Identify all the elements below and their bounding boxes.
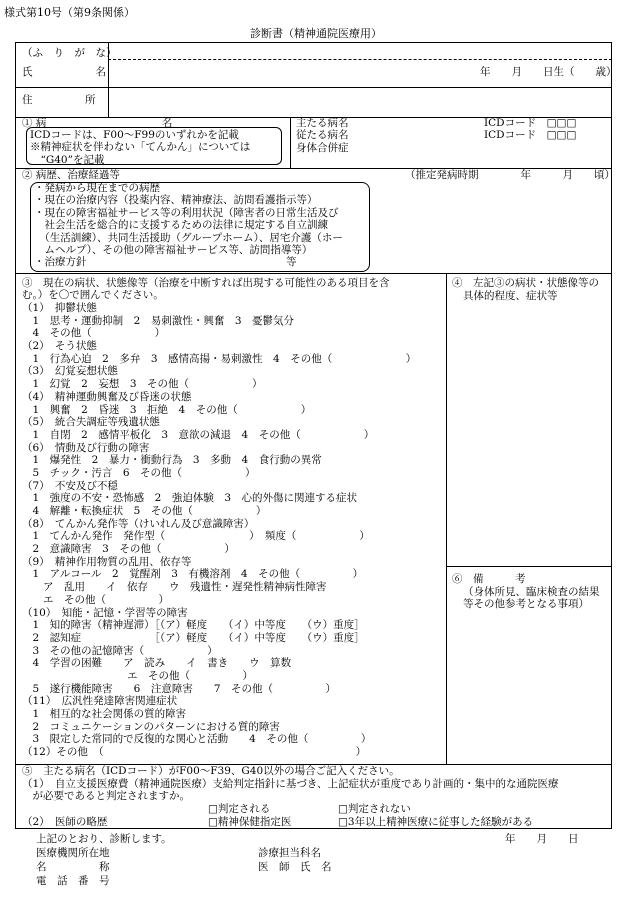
option-designated-physician[interactable]: □精神保健指定医	[208, 816, 292, 828]
symptom-line: （6） 情動及び行動の障害	[22, 441, 150, 454]
symptom-line: （10） 知能・記憶・学習等の障害	[22, 606, 188, 619]
symptom-line: 1 幻覚 2 妄想 3 その他（ ）	[22, 378, 263, 391]
option-judged-yes[interactable]: □判定される	[208, 803, 271, 815]
remarks-field[interactable]	[449, 614, 609, 761]
form-number: 様式第10号（第9条関係）	[4, 6, 135, 19]
symptom-line: （5） 統合失調症等残遺状態	[22, 416, 160, 429]
name-field[interactable]	[112, 61, 472, 85]
footer-statement: 上記のとおり、診断します。	[36, 833, 172, 845]
page-title: 診断書（精神通院医療用）	[250, 27, 382, 40]
symptom-line: 1 アルコール 2 覚醒剤 3 有機溶剤 4 その他（ ）	[22, 568, 364, 581]
symptom-line: （11） 広汎性発達障害関連症状	[22, 695, 178, 708]
section2-items: ・発病から現在までの病歴 ・現在の治療内容（投薬内容、精神療法、訪問看護指示等） ・現在の障害福祉サービス等の利用状況（障害者の日常生活及び 社会生活を総合的に支援するための法律に規定する自立訓練 （生活訓練）、共同生活援助（グループホーム）、居宅介護（ホー ムヘルプ）、その他の障害福祉サービス等、訪問指導等） ・治療方針 等	[34, 182, 343, 269]
symptom-line: 1 相互的な社会関係の質的障害	[22, 708, 187, 720]
symptom-line: 5 遂行機能障害 6 注意障害 7 その他（ ）	[22, 682, 337, 695]
footer-phone: 電 話 番 号	[36, 875, 110, 887]
section1-label: ① 病 名	[22, 117, 173, 129]
address-field[interactable]	[112, 90, 607, 115]
symptom-line: （7） 不安及び不穏	[22, 479, 118, 492]
symptom-line: 1 自閉 2 感情平板化 3 意欲の減退 4 その他（ ）	[22, 428, 375, 441]
symptom-line: 4 解離・転換症状 5 その他（ ）	[22, 505, 267, 517]
symptom-line: 3 その他の記憶障害（ ）	[22, 644, 218, 657]
section5-q1: （1） 自立支援医療費（精神通院医療）支給判定指針に基づき、上記症状が重度であり計画的・集中的な通院医療 が必要であると判定されますか。	[22, 778, 559, 803]
footer-date: 年 月 日	[505, 833, 579, 845]
symptom-line: （12）その他 （ ）	[22, 746, 367, 759]
symptom-line: 5 チック・汚言 6 その他（ ）	[22, 466, 256, 479]
symptom-line: ア 乱用 イ 依存 ウ 残遺性・遅発性精神病性障害	[22, 581, 327, 594]
symptom-line: 1 知的障害（精神遅滞）［（ア）軽度 （イ）中等度 （ウ）重度］	[22, 619, 365, 632]
furigana-label: （ふ り が な）	[22, 47, 117, 59]
footer-address: 医療機関所在地	[36, 847, 110, 859]
section5-q2: （2） 医師の略歴	[22, 816, 108, 828]
section3-intro: ③ 現在の病状、状態像等（治療を中断すれば出現する可能性のある項目を含 む。）を〇で囲んでください。	[22, 277, 390, 302]
name-label: 氏 名	[22, 66, 106, 78]
section1-fields: 主たる病名 従たる病名 身体合併症	[296, 117, 349, 154]
footer-institution-name: 名 称	[36, 861, 110, 873]
option-judged-no[interactable]: □判定されない	[338, 803, 411, 815]
symptom-line: 1 てんかん発作 発作型（ ） 頻度（ ）	[22, 530, 370, 543]
symptom-line: 4 その他（ ）	[22, 327, 166, 340]
symptom-line: 1 行為心迫 2 多弁 3 感情高揚・易刺激性 4 その他（ ）	[22, 352, 417, 365]
symptom-line: （3） 幻覚妄想状態	[22, 365, 118, 378]
symptom-line: 2 コミュニケーションのパターンにおける質的障害	[22, 720, 280, 733]
section2-label: ② 病歴、治療経過等	[22, 169, 120, 181]
symptom-line: （1） 抑鬱状態	[22, 302, 97, 314]
onset-period: （推定発病時期 年 月 頃）	[405, 169, 615, 181]
section4-label: ④ 左記③の病状・状態像等の	[452, 277, 599, 289]
section5-label: ⑤ 主たる病名（ICDコード）がF00～F39、G40以外の場合ご記入ください。	[22, 765, 400, 777]
symptom-line: 1 興奮 2 昏迷 3 拒絶 4 その他（ ）	[22, 403, 312, 416]
symptom-line: エ その他（ ）	[22, 593, 169, 606]
icd-code-primary: ICDコード □□□	[484, 117, 577, 129]
symptom-line: 1 爆発性 2 暴力・衝動行為 3 多動 4 食行動の異常	[22, 454, 322, 467]
section1-icd	[484, 117, 576, 142]
section1-note: ICDコードは、F00～F99のいずれかを記載 ※精神症状を伴わない「てんかん」については “G40”を記載	[30, 129, 251, 166]
section3-symptom-list	[22, 302, 416, 759]
symptom-line: 2 意識障害 3 その他（ ）	[22, 543, 235, 556]
furigana-field[interactable]	[112, 44, 607, 58]
symptom-line: （2） そう状態	[22, 340, 97, 353]
symptom-line: 3 限定した常同的で反復的な関心と活動 4 その他（ ）	[22, 733, 372, 746]
symptom-line: エ その他（ ）	[22, 669, 253, 682]
symptom-line: 2 認知症 ［（ア）軽度 （イ）中等度 （ウ）重度］	[22, 631, 365, 644]
birthdate-label: 年 月 日生（ 歳）	[480, 66, 617, 78]
section4-field[interactable]	[449, 305, 609, 563]
symptom-line: 1 思考・運動抑制 2 易刺激性・興奮 3 憂鬱気分	[22, 314, 295, 327]
symptom-line: （4） 精神運動興奮及び昏迷の状態	[22, 390, 192, 403]
address-label: 住 所	[22, 94, 96, 106]
footer-doctor-name: 医 師 氏 名	[258, 861, 332, 873]
section6-sub: （身体所見、臨床検査の結果 等その他参考となる事項）	[463, 586, 600, 611]
section4-sub: 具体的程度、症状等	[463, 290, 558, 302]
symptom-line: （8） てんかん発作等（けいれん及び意識障害）	[22, 517, 255, 530]
symptom-line: （9） 精神作用物質の乱用、依存等	[22, 555, 192, 568]
symptom-line: 1 強度の不安・恐怖感 2 強迫体験 3 心的外傷に関連する症状	[22, 492, 358, 505]
symptom-line: 4 学習の困難 ア 読み イ 書き ウ 算数	[22, 657, 292, 670]
section6-label: ⑥ 備 考	[452, 573, 526, 585]
option-experience[interactable]: □3年以上精神医療に従事した経験がある	[338, 816, 534, 828]
icd-code-secondary: ICDコード □□□	[484, 129, 577, 142]
footer-department: 診療担当科名	[258, 847, 321, 859]
